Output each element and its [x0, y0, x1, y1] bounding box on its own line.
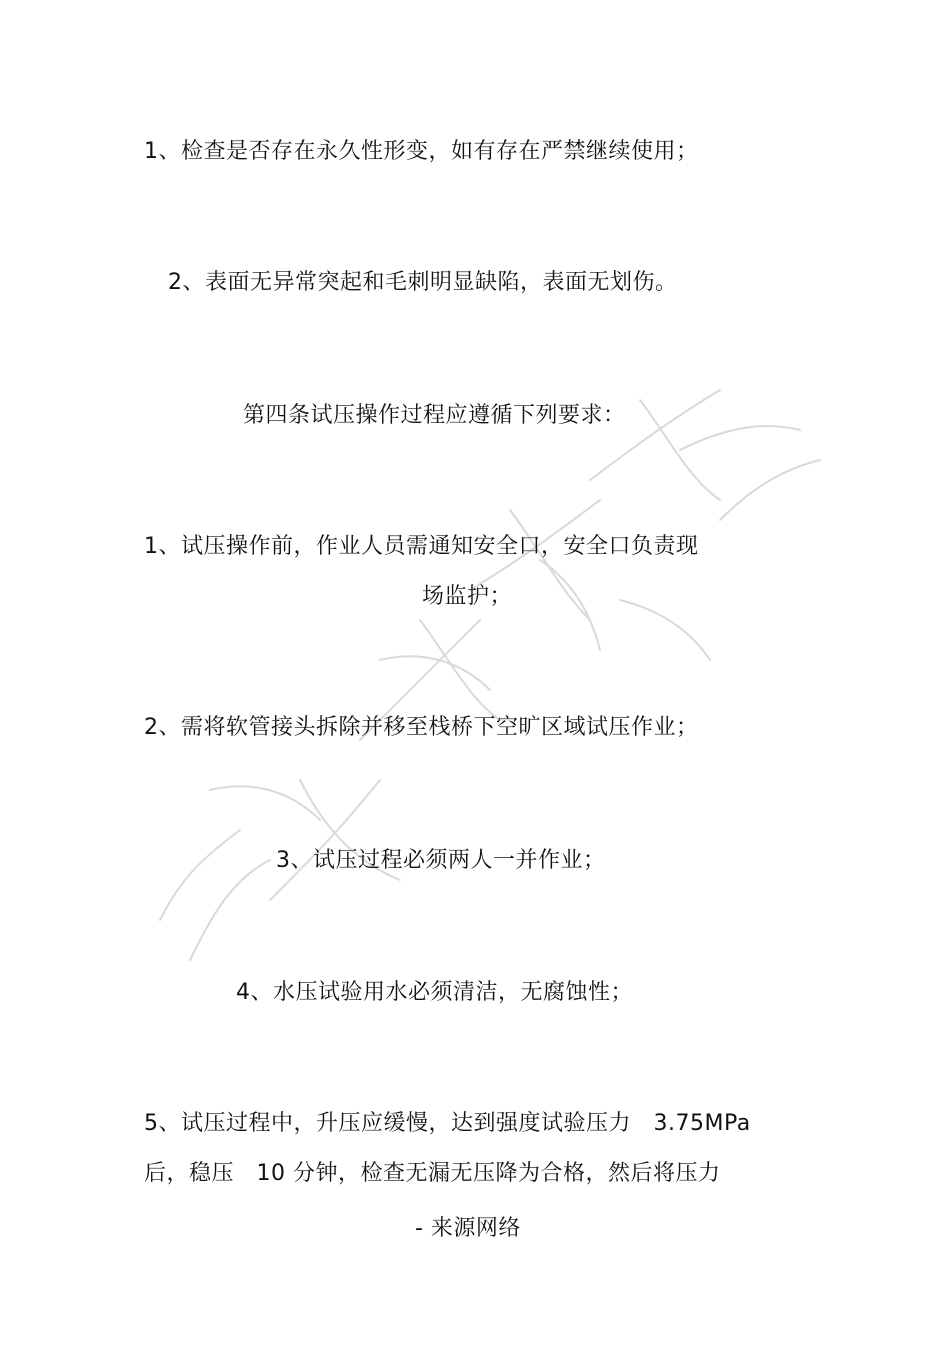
text-line-1: 1、检查是否存在永久性形变，如有存在严禁继续使用；	[144, 139, 699, 164]
section-heading: 第四条试压操作过程应遵循下列要求：	[243, 403, 626, 428]
text-line-9: 5、试压过程中，升压应缓慢，达到强度试验压力 3.75MPa	[144, 1111, 751, 1136]
text-line-4: 1、试压操作前，作业人员需通知安全口，安全口负责现	[144, 534, 699, 559]
text-line-8: 4、水压试验用水必须清洁，无腐蚀性；	[236, 980, 633, 1005]
text-line-6: 2、需将软管接头拆除并移至栈桥下空旷区域试压作业；	[144, 715, 699, 740]
footer-source: - 来源网络	[415, 1216, 521, 1241]
text-line-2: 2、表面无异常突起和毛刺明显缺陷，表面无划伤。	[168, 270, 678, 295]
text-line-10: 后，稳压 10 分钟，检查无漏无压降为合格，然后将压力	[144, 1161, 721, 1186]
text-line-7: 3、试压过程必须两人一并作业；	[276, 848, 606, 873]
watermark	[120, 360, 840, 980]
watermark-graphic	[120, 360, 840, 980]
text-line-5: 场监护；	[422, 584, 513, 609]
